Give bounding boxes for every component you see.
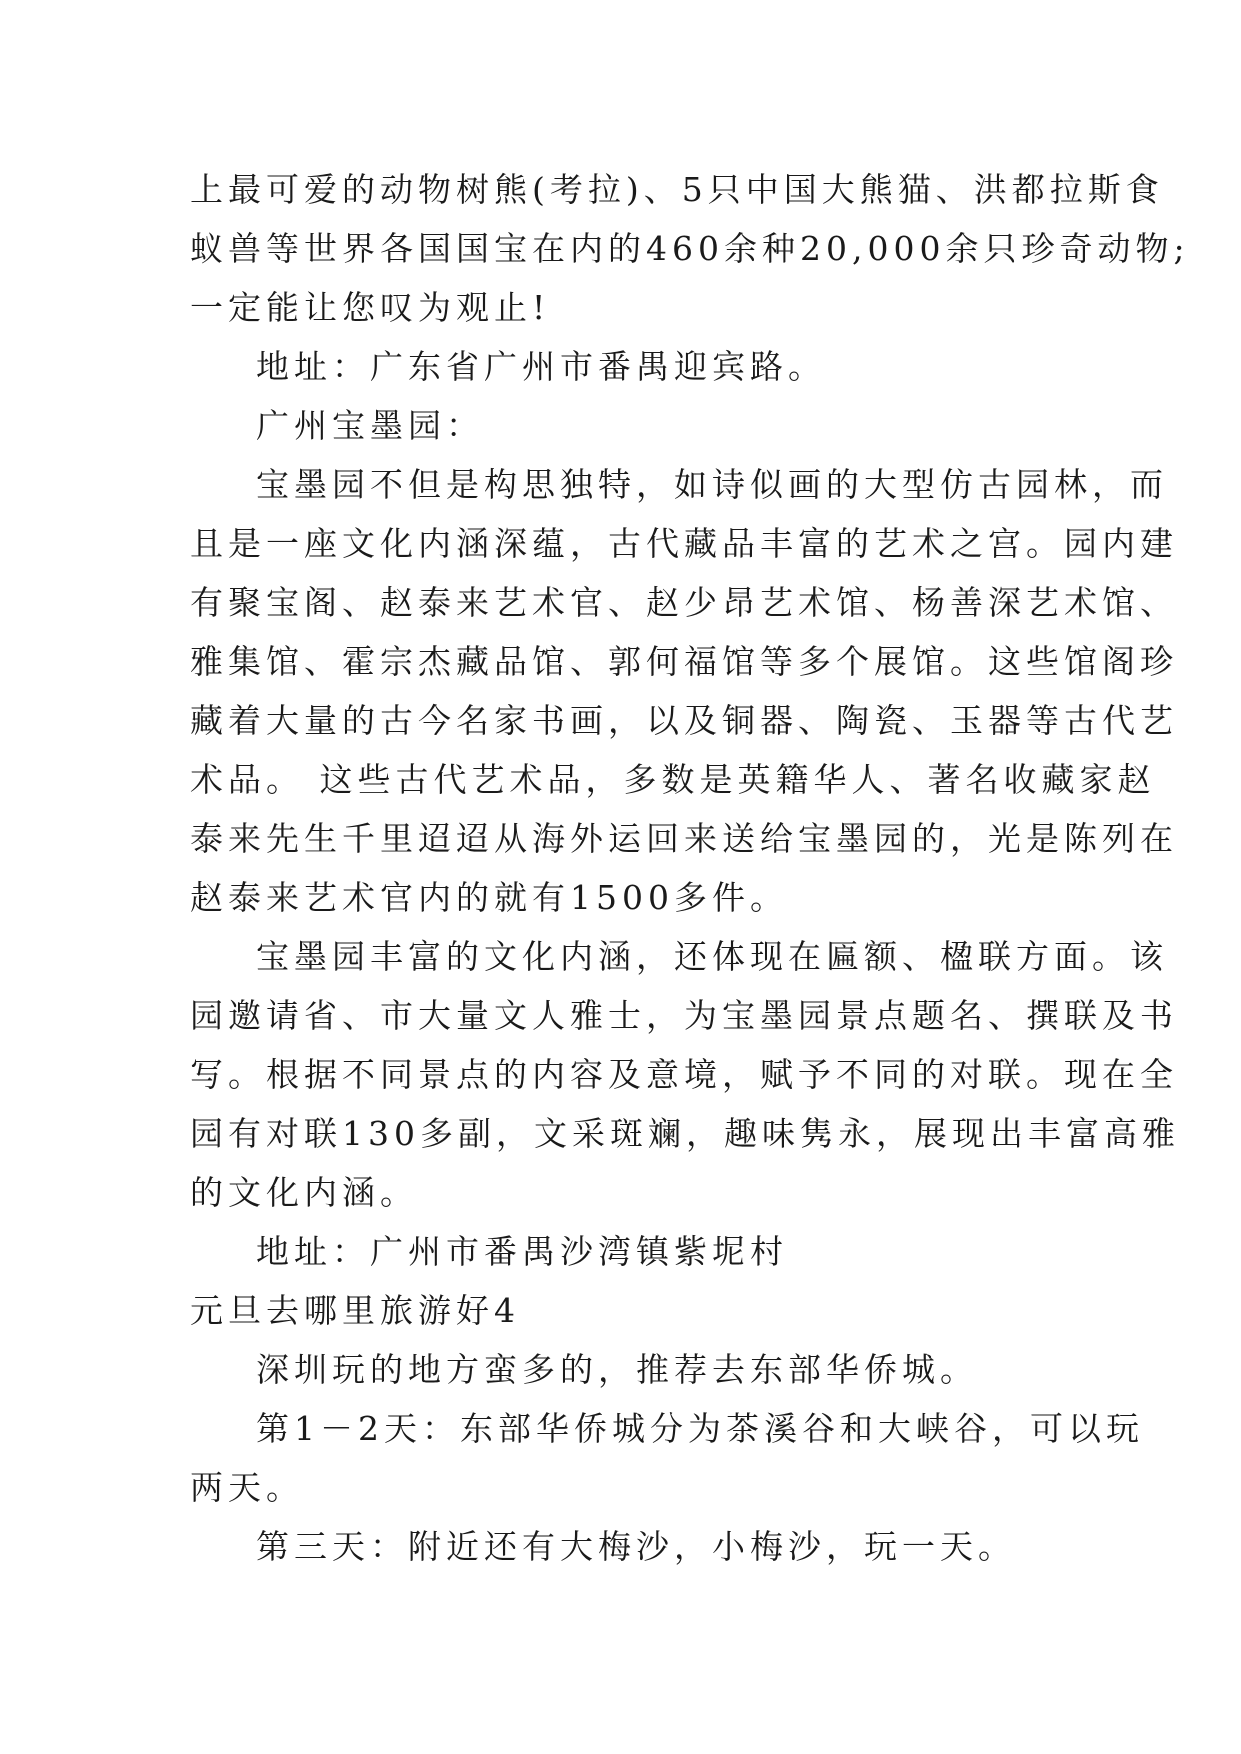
text-line: 园有对联130多副，文采斑斓，趣味隽永，展现出丰富高雅: [190, 1114, 1180, 1153]
text-line: 上最可爱的动物树熊(考拉)、5只中国大熊猫、洪都拉斯食: [190, 170, 1164, 209]
text-line: 写。根据不同景点的内容及意境，赋予不同的对联。现在全: [190, 1055, 1178, 1094]
text-line: 藏着大量的古今名家书画，以及铜器、陶瓷、玉器等古代艺: [190, 701, 1178, 740]
document-body: [190, 160, 1190, 1576]
text-line: 有聚宝阁、赵泰来艺术官、赵少昂艺术馆、杨善深艺术馆、: [190, 583, 1178, 622]
text-line: 且是一座文化内涵深蕴，古代藏品丰富的艺术之宫。园内建: [190, 524, 1178, 563]
text-line: 宝墨园不但是构思独特，如诗似画的大型仿古园林，而: [256, 465, 1168, 504]
text-line: 赵泰来艺术官内的就有1500多件。: [190, 878, 788, 917]
text-line: 术品。 这些古代艺术品，多数是英籍华人、著名收藏家赵: [190, 760, 1156, 799]
text-line: 深圳玩的地方蛮多的，推荐去东部华侨城。: [256, 1350, 978, 1389]
text-line: 宝墨园丰富的文化内涵，还体现在匾额、楹联方面。该: [256, 937, 1168, 976]
text-line: 的文化内涵。: [190, 1173, 418, 1212]
text-line: 雅集馆、霍宗杰藏品馆、郭何福馆等多个展馆。这些馆阁珍: [190, 642, 1178, 681]
text-line: 一定能让您叹为观止!: [190, 288, 551, 327]
address-line: 地址：广州市番禺沙湾镇紫坭村: [256, 1232, 788, 1271]
section-heading: 广州宝墨园：: [256, 406, 484, 445]
text-line: 第三天：附近还有大梅沙，小梅沙，玩一天。: [256, 1527, 1016, 1566]
text-line: 园邀请省、市大量文人雅士，为宝墨园景点题名、撰联及书: [190, 996, 1178, 1035]
section-title: 元旦去哪里旅游好4: [190, 1291, 520, 1330]
text-line: 两天。: [190, 1468, 304, 1507]
text-line: 泰来先生千里迢迢从海外运回来送给宝墨园的，光是陈列在: [190, 819, 1178, 858]
text-line: 蚁兽等世界各国国宝在内的460余种20,000余只珍奇动物;: [190, 229, 1190, 268]
text-line: 第1－2天：东部华侨城分为茶溪谷和大峡谷，可以玩: [256, 1409, 1144, 1448]
address-line: 地址：广东省广州市番禺迎宾路。: [256, 347, 826, 386]
